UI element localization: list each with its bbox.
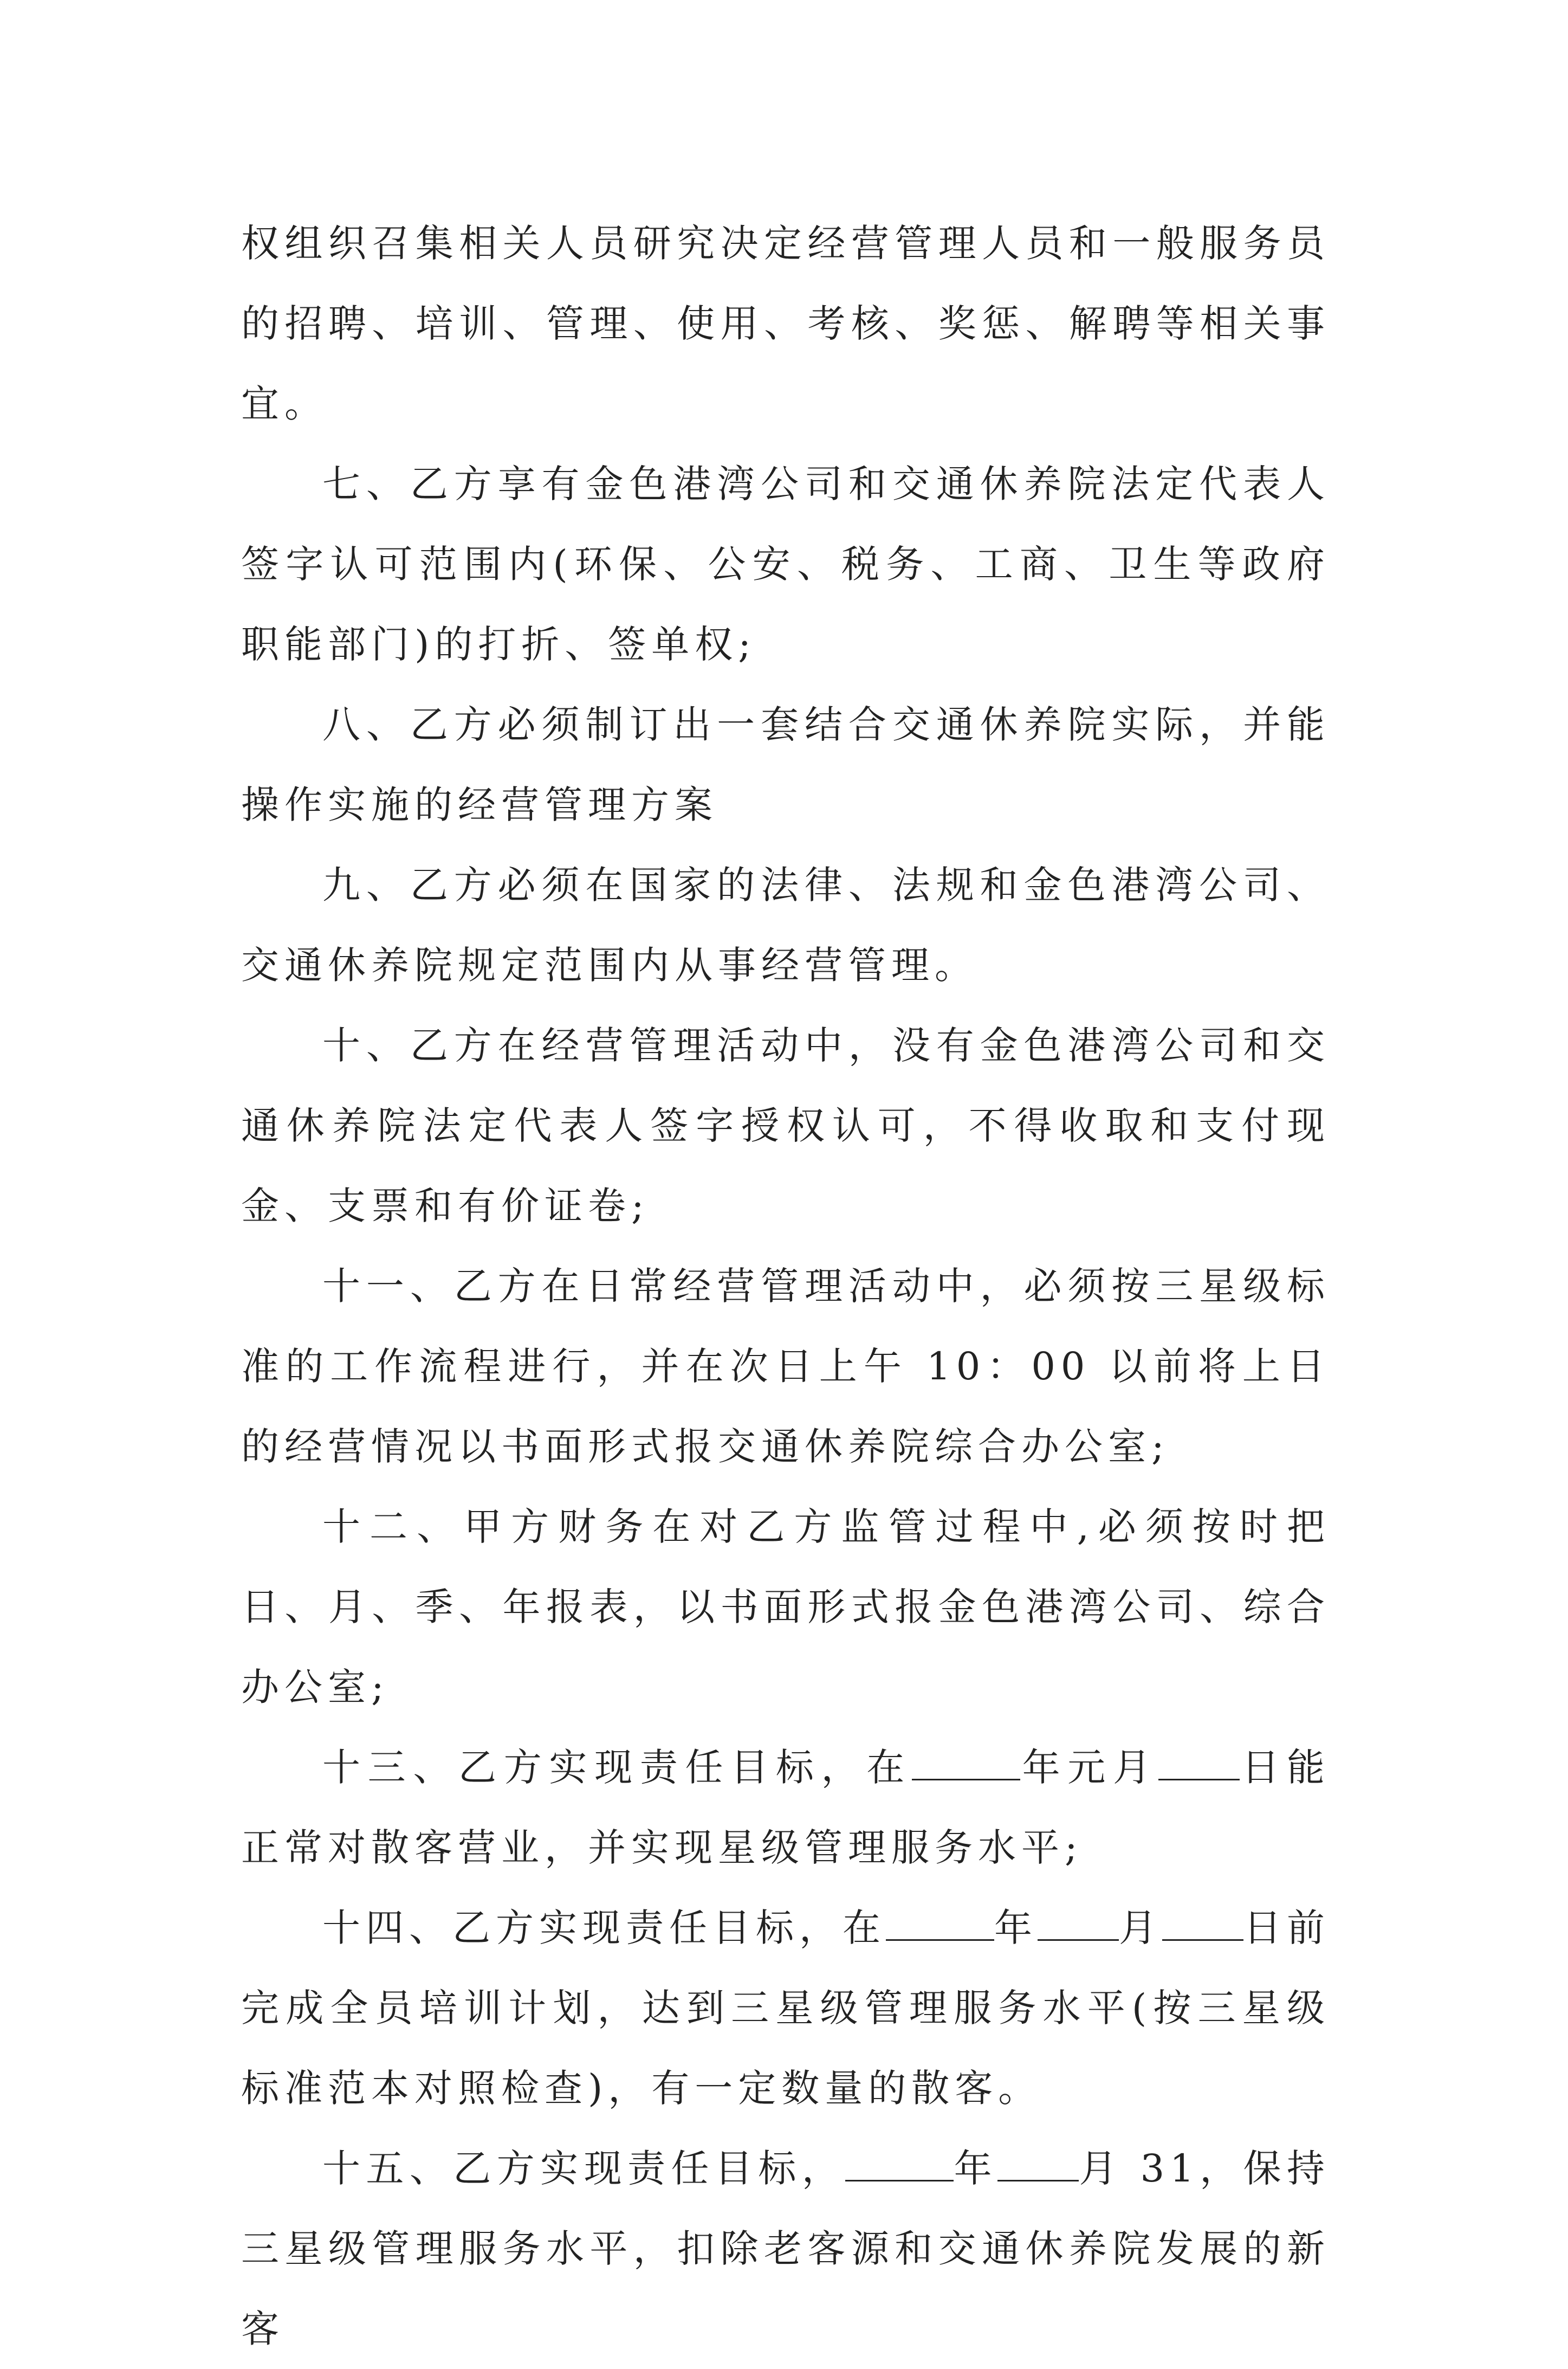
day-blank <box>1158 1743 1240 1780</box>
clause-14-text-c: 月 <box>1119 1906 1162 1950</box>
paragraph-clause-11: 十一、乙方在日常经营管理活动中，必须按三星级标准的工作流程进行，并在次日上午 10：00 以前将上日的经营情况以书面形式报交通休养院综合办公室; <box>241 1264 1330 1469</box>
clause-14-text-b: 年 <box>994 1906 1038 1950</box>
year-blank <box>886 1903 994 1941</box>
clause-13-text-b: 年元月 <box>1020 1745 1158 1790</box>
paragraph-clause-13 <box>241 1727 1330 1888</box>
paragraph-clause-9: 九、乙方必须在国家的法律、法规和金色港湾公司、交通休养院规定范围内从事经营管理。 <box>241 863 1330 987</box>
clause-14-text-a: 十四、乙方实现责任目标，在 <box>322 1906 886 1950</box>
document-body <box>241 203 1330 2369</box>
clause-15-text-c: 月 31，保持三星级管理服务水平，扣除老客源和交通休养院发展的新客 <box>241 2146 1331 2351</box>
paragraph-clause-8: 八、乙方必须制订出一套结合交通休养院实际，并能操作实施的经营管理方案 <box>241 702 1330 827</box>
year-blank <box>912 1743 1020 1780</box>
clause-13-text-a: 十三、乙方实现责任目标，在 <box>322 1745 912 1790</box>
paragraph-continuation: 权组织召集相关人员研究决定经营管理人员和一般服务员的招聘、培训、管理、使用、考核、奖惩、解聘等相关事宜。 <box>241 221 1330 426</box>
paragraph-clause-15 <box>241 2128 1330 2369</box>
clause-14-text-d: 日前完成全员培训计划，达到三星级管理服务水平(按三星级标准范本对照检查)，有一定数量的散客。 <box>241 1906 1330 2110</box>
paragraph-clause-7: 七、乙方享有金色港湾公司和交通休养院法定代表人签字认可范围内(环保、公安、税务、工商、卫生等政府职能部门)的打折、签单权; <box>241 462 1330 667</box>
paragraph-clause-14 <box>241 1888 1330 2128</box>
paragraph-clause-10: 十、乙方在经营管理活动中，没有金色港湾公司和交通休养院法定代表人签字授权认可，不得收取和支付现金、支票和有价证卷; <box>241 1023 1330 1228</box>
month-blank <box>997 2144 1079 2181</box>
clause-15-text-a: 十五、乙方实现责任目标， <box>322 2146 846 2191</box>
paragraph-clause-12: 十二、甲方财务在对乙方监管过程中,必须按时把日、月、季、年报表，以书面形式报金色港湾公司、综合办公室; <box>241 1505 1330 1709</box>
clause-13-text-c: 日能正常对散客营业，并实现星级管理服务水平; <box>241 1745 1331 1870</box>
clause-15-text-b: 年 <box>954 2146 998 2191</box>
day-blank <box>1162 1903 1243 1941</box>
year-blank <box>845 2144 954 2181</box>
month-blank <box>1038 1903 1119 1941</box>
